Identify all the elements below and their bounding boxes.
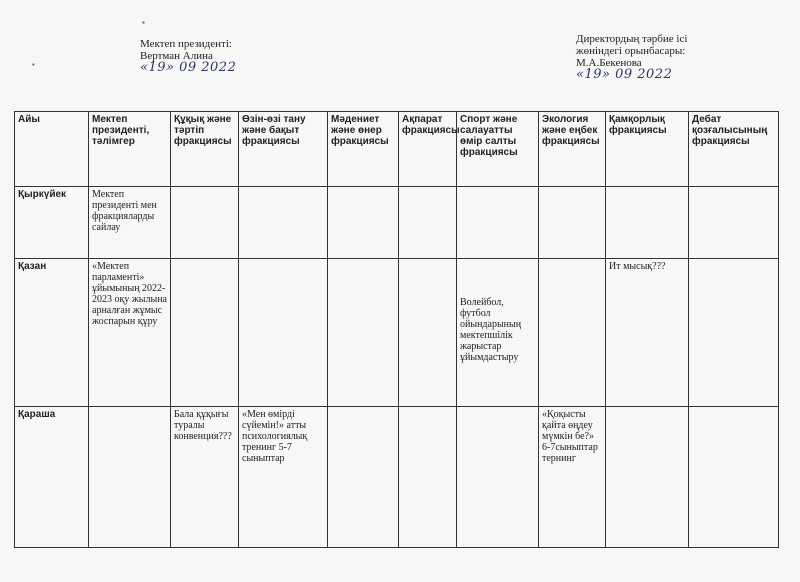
empty-cell: [171, 187, 239, 259]
empty-cell: [328, 259, 399, 407]
table-row: [15, 259, 779, 407]
scan-speck: ▪: [32, 60, 35, 69]
deputy-title-2: жөніндегі орынбасары:: [576, 45, 686, 57]
header-left: [140, 38, 236, 74]
president-date: «19» 09 2022: [140, 60, 237, 75]
empty-cell: [239, 259, 328, 407]
empty-cell: [539, 187, 606, 259]
empty-cell: [539, 259, 606, 407]
col-header-ecology: Экология және еңбек фракциясы: [539, 112, 606, 187]
col-header-president: Мектеп президенті, тәлімгер: [89, 112, 171, 187]
empty-cell: [89, 407, 171, 548]
col-header-self: Өзін-өзі тану және бақыт фракциясы: [239, 112, 328, 187]
empty-cell: [239, 187, 328, 259]
empty-cell: [399, 259, 457, 407]
table-header-row: [15, 112, 779, 187]
month-cell: Қараша: [15, 407, 89, 548]
col-header-care: Қамқорлық фракциясы: [606, 112, 689, 187]
sport-cell: Волейбол, футбол ойындарының мектепшілік жарыстар ұйымдастыру: [457, 259, 539, 407]
deputy-title-1: Директордың тәрбие ісі: [576, 33, 688, 45]
ecology-cell: «Қоқысты қайта өңдеу мүмкін бе?» 6-7сыныптар тернинг: [539, 407, 606, 548]
col-header-month: Айы: [15, 112, 89, 187]
col-header-law: Құқық және тәртіп фракциясы: [171, 112, 239, 187]
empty-cell: [328, 187, 399, 259]
deputy-date: «19» 09 2022: [576, 67, 673, 82]
empty-cell: [399, 187, 457, 259]
empty-cell: [457, 187, 539, 259]
empty-cell: [328, 407, 399, 548]
president-name: Вертман Алина: [140, 50, 213, 62]
care-cell: Ит мысық???: [606, 259, 689, 407]
table-row: [15, 407, 779, 548]
empty-cell: [689, 187, 779, 259]
empty-cell: [689, 259, 779, 407]
col-header-sport: Спорт және салауатты өмір салты фракциясы: [457, 112, 539, 187]
empty-cell: [171, 259, 239, 407]
empty-cell: [606, 407, 689, 548]
plan-table: [14, 111, 779, 548]
president-title: Мектеп президенті:: [140, 38, 232, 50]
col-header-debate: Дебат қозғалысының фракциясы: [689, 112, 779, 187]
deputy-name: М.А.Бекенова: [576, 57, 642, 69]
col-header-info: Ақпарат фракциясы: [399, 112, 457, 187]
month-cell: Қыркүйек: [15, 187, 89, 259]
empty-cell: [399, 407, 457, 548]
empty-cell: [689, 407, 779, 548]
president-cell: «Мектеп парламенті» ұйымының 2022-2023 оқу жылына арналған жұмыс жоспарын құру: [89, 259, 171, 407]
law-cell: Бала құқығы туралы конвенция???: [171, 407, 239, 548]
table-row: [15, 187, 779, 259]
president-cell: Мектеп президенті мен фракцияларды сайлау: [89, 187, 171, 259]
self-cell: «Мен өмірді сүйемін!» атты психологиялық тренинг 5-7 сыныптар: [239, 407, 328, 548]
col-header-culture: Мәдениет және өнер фракциясы: [328, 112, 399, 187]
empty-cell: [457, 407, 539, 548]
scan-speck: ▪: [142, 18, 145, 27]
empty-cell: [606, 187, 689, 259]
month-cell: Қазан: [15, 259, 89, 407]
header-right: [576, 33, 687, 81]
